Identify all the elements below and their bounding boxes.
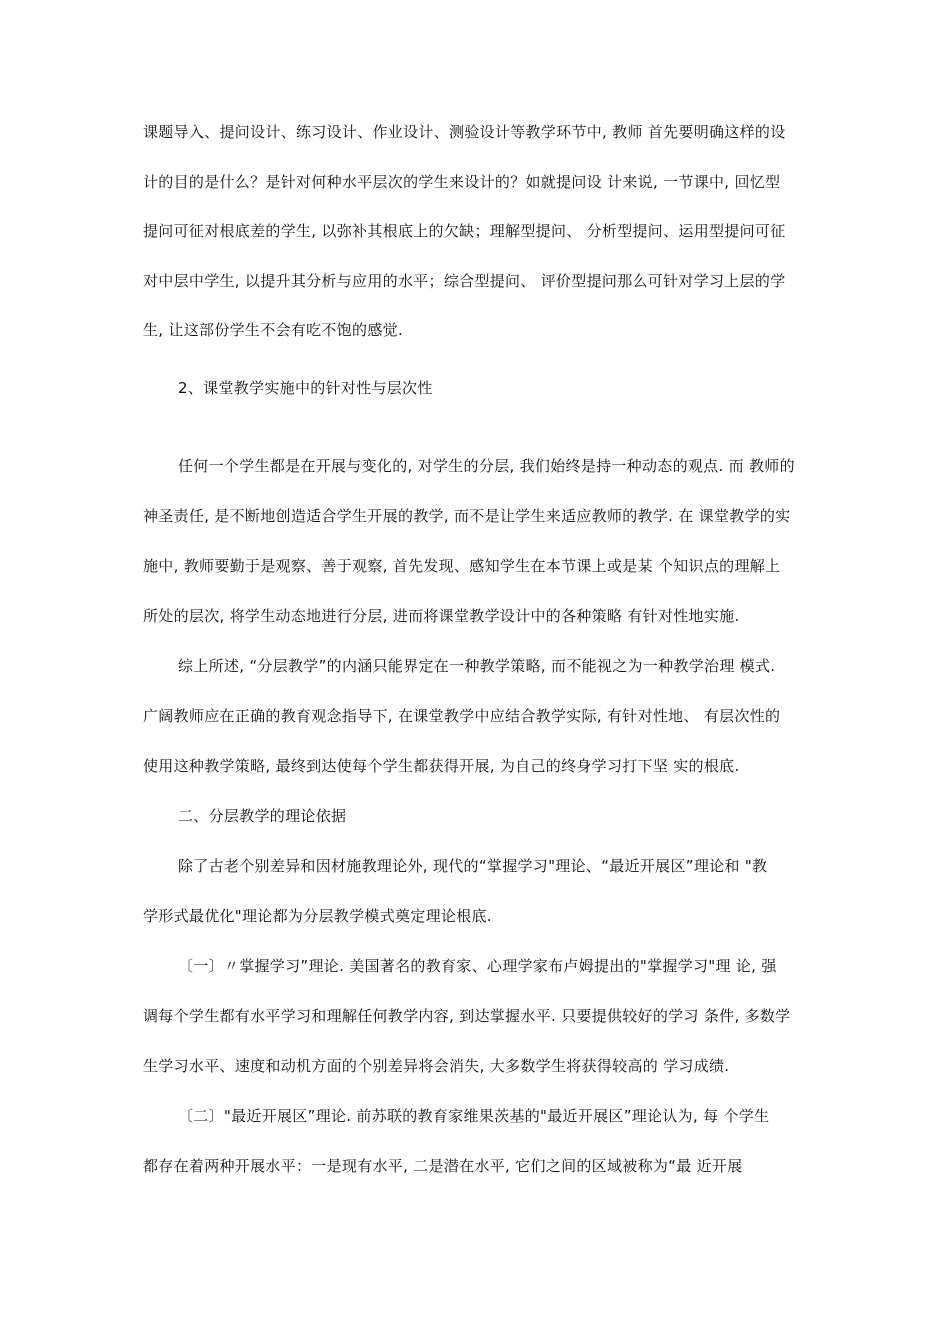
paragraph-line: 〔一〕〃掌握学习”理论. 美国著名的教育家、心理学家布卢姆提出的"掌握学习"理 论, 强 — [178, 957, 777, 975]
paragraph-line: 使用这种教学策略, 最终到达使每个学生都获得开展, 为自己的终身学习打下坚 实的根底. — [143, 757, 740, 775]
paragraph-line: 对中层中学生, 以提升其分析与应用的水平；综合型提问、 评价型提问那么可针对学习上层的学 — [143, 272, 786, 290]
paragraph-line: 生, 让这部份学生不会有吃不饱的感觉. — [143, 321, 404, 339]
paragraph-line: 都存在着两种开展水平：一是现有水平, 二是潜在水平, 它们之间的区域被称为“最 近开展 — [143, 1157, 743, 1175]
paragraph-line: 广阔教师应在正确的教育观念指导下, 在课堂教学中应结合教学实际, 有针对性地、 有层次性的 — [143, 707, 781, 725]
paragraph-line: 计的目的是什么？是针对何种水平层次的学生来设计的？如就提问设 计来说, 一节课中, 回忆型 — [143, 173, 781, 191]
paragraph-line: 提问可征对根底差的学生, 以弥补其根底上的欠缺；理解型提问、 分析型提问、运用型提问可征 — [143, 222, 786, 240]
paragraph-line: 学形式最优化"理论都为分层教学模式奠定理论根底. — [143, 907, 492, 925]
paragraph-line: 除了古老个别差异和因材施教理论外, 现代的“掌握学习"理论、“最近开展区”理论和 "教 — [178, 857, 768, 875]
section-heading: 二、分层教学的理论依据 — [178, 807, 347, 825]
paragraph-line: 神圣责任, 是不断地创造适合学生开展的教学, 而不是让学生来适应教师的教学. 在 课堂教学的实 — [143, 507, 791, 525]
paragraph-line: 任何一个学生都是在开展与变化的, 对学生的分层, 我们始终是持一种动态的观点. 而 教师的 — [178, 457, 795, 475]
paragraph-line: 所处的层次, 将学生动态地进行分层, 进而将课堂教学设计中的各种策略 有针对性地实施. — [143, 607, 740, 625]
section-heading: 2、课堂教学实施中的针对性与层次性 — [178, 379, 433, 397]
paragraph-line: 生学习水平、速度和动机方面的个别差异将会消失, 大多数学生将获得较高的 学习成绩. — [143, 1057, 730, 1075]
paragraph-line: 调每个学生都有水平学习和理解任何教学内容, 到达掌握水平. 只要提供较好的学习 条件, 多数学 — [143, 1007, 791, 1025]
paragraph-line: 施中, 教师要勤于是观察、善于观察, 首先发现、感知学生在本节课上或是某 个知识点的理解上 — [143, 557, 781, 575]
paragraph-line: 〔二〕"最近开展区”理论. 前苏联的教育家维果茨基的"最近开展区”理论认为, 每 个学生 — [178, 1107, 770, 1125]
paragraph-line: 课题导入、提问设计、练习设计、作业设计、测验设计等教学环节中, 教师 首先要明确这样的设 — [143, 123, 786, 141]
paragraph-line: 综上所述, “分层教学”的内涵只能界定在一种教学策略, 而不能视之为一种教学治理 模式. — [178, 657, 776, 675]
